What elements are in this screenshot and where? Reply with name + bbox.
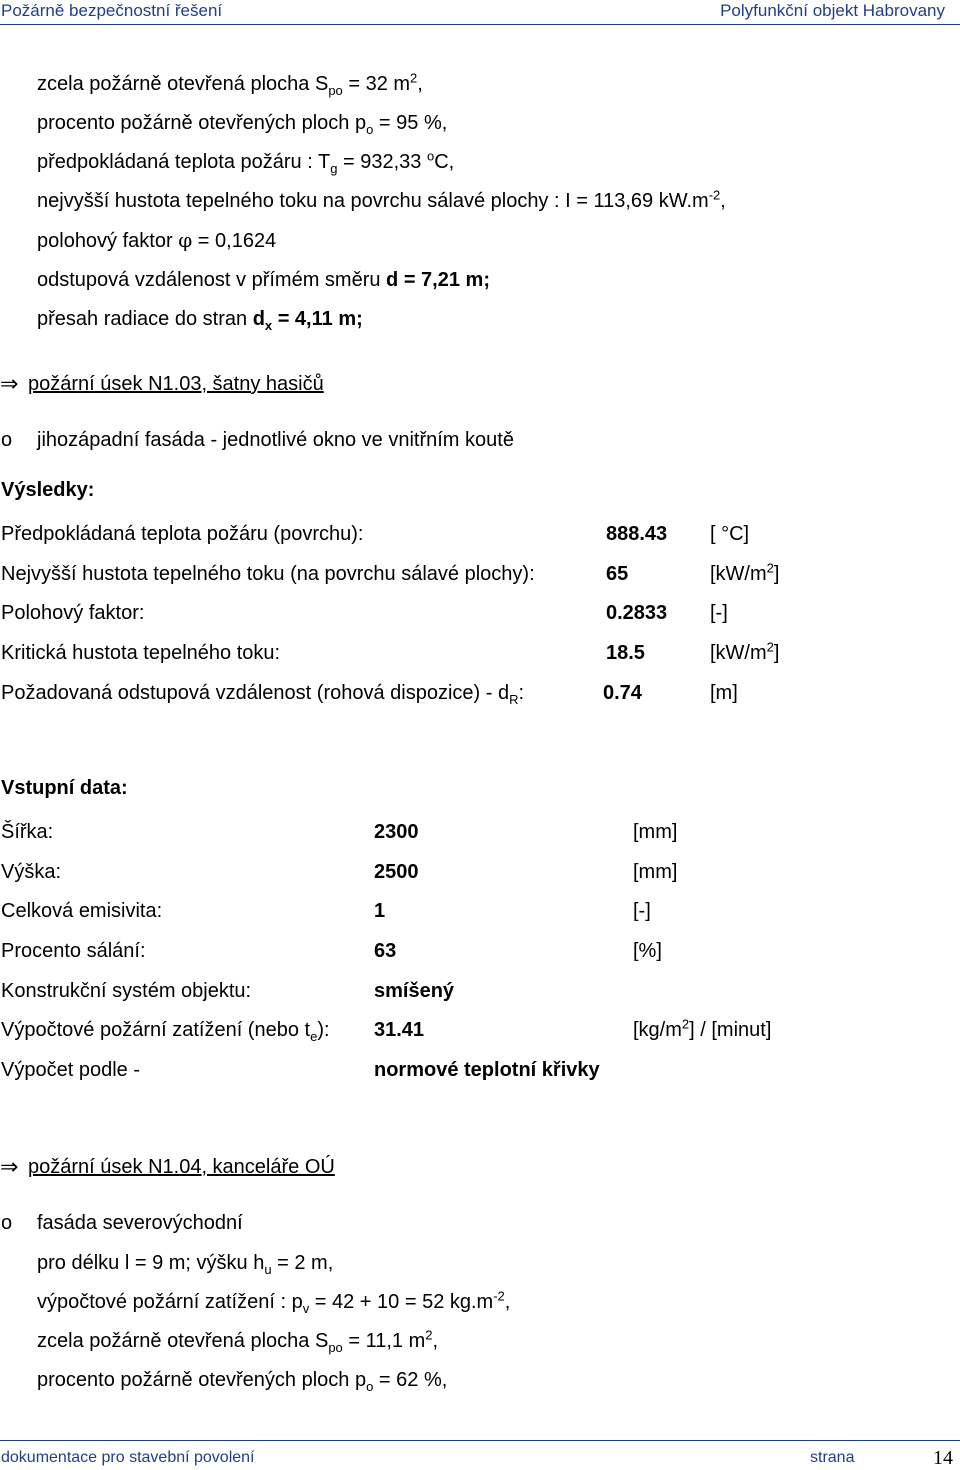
results-title: Výsledky: xyxy=(1,479,95,501)
input-unit: [mm] xyxy=(633,861,678,883)
input-value: 63 xyxy=(374,940,397,962)
input-label: Výpočet podle - xyxy=(1,1059,140,1081)
result-label: Kritická hustota tepelného toku: xyxy=(1,642,281,664)
input-unit: $[kg/m^2]$ / [minut] xyxy=(633,1016,772,1041)
input-value: 31.41 xyxy=(374,1019,425,1041)
input-value: 1 xyxy=(374,900,386,922)
bullet-icon: o xyxy=(1,1212,13,1234)
result-label: Polohový faktor: xyxy=(1,602,145,624)
input-label: Výška: xyxy=(1,861,62,883)
result-value: 65 xyxy=(606,563,629,585)
result-unit: $[kW/m^2]$ xyxy=(710,560,780,585)
open-area-line: zcela požárně otevřená plocha $S_{po} = 11,1$ $m^2$, xyxy=(37,1327,439,1355)
input-value: normové teplotní křivky xyxy=(374,1059,600,1081)
length-height-line: pro délku l = 9 m; výšku $h_u = 2$ m, xyxy=(37,1252,334,1277)
distance-line: odstupová vzdálenost v přímém směru d = 7,21 m; xyxy=(37,269,490,291)
input-label: Výpočtové požární zatížení (nebo $t_e$): xyxy=(1,1019,330,1044)
input-unit: [mm] xyxy=(633,821,678,843)
radiation-overlap-line: přesah radiace do stran $d_x = 4,11$ m; xyxy=(37,308,363,333)
fire-load-line: výpočtové požární zatížení : $p_v = 42 + 10 = 52$ $kg.m^{-2}$, xyxy=(37,1288,511,1316)
fire-temp-line: předpokládaná teplota požáru : $T_g = 932,33$ $^o$C, xyxy=(37,148,455,176)
result-value: 0.74 xyxy=(603,682,642,704)
facade-line: jihozápadní fasáda - jednotlivé okno ve vnitřním koutě xyxy=(37,429,514,451)
footer-rule xyxy=(0,1440,960,1441)
heat-flux-line: nejvyšší hustota tepelného toku na povrchu sálavé plochy : I = 113,69 $kW.m^{-2}$, xyxy=(37,187,726,212)
bullet-icon: o xyxy=(1,429,13,451)
header-right: Polyfunkční objekt Habrovany xyxy=(720,1,945,20)
footer-strana: strana xyxy=(810,1449,855,1466)
page-number: 14 xyxy=(933,1447,953,1469)
open-percent-line: procento požárně otevřených ploch $p_o = 62$ %, xyxy=(37,1369,448,1394)
result-unit: $[kW/m^2]$ xyxy=(710,639,780,664)
input-value: 2300 xyxy=(374,821,419,843)
input-unit: [-] xyxy=(633,900,651,922)
section-heading-n103: požární úsek N1.03, šatny hasičů xyxy=(28,373,324,395)
result-label: Požadovaná odstupová vzdálenost (rohová dispozice) - $d_R$: xyxy=(1,682,525,707)
input-label: Procento sálání: xyxy=(1,940,146,962)
result-label: Nejvyšší hustota tepelného toku (na povrchu sálavé plochy): xyxy=(1,563,535,585)
page-header xyxy=(0,0,960,24)
open-area-line: zcela požárně otevřená plocha $S_{po} = 32$ $m^2$, xyxy=(37,70,423,98)
open-percent-line: procento požárně otevřených ploch $p_o = 95$ %, xyxy=(37,112,448,137)
input-label: Celková emisivita: xyxy=(1,900,163,922)
facade-line: fasáda severovýchodní xyxy=(37,1212,243,1234)
section-heading-n104: požární úsek N1.04, kanceláře OÚ xyxy=(28,1156,335,1178)
result-label: Předpokládaná teplota požáru (povrchu): xyxy=(1,523,364,545)
footer-left: dokumentace pro stavební povolení xyxy=(1,1449,255,1466)
result-value: 888.43 xyxy=(606,523,668,545)
page-footer xyxy=(0,1440,960,1470)
input-title: Vstupní data: xyxy=(1,777,128,799)
arrow-icon: ⇒ xyxy=(0,371,19,396)
input-value: smíšený xyxy=(374,980,455,1002)
header-rule xyxy=(0,24,960,25)
input-unit: [%] xyxy=(633,940,662,962)
input-label: Konstrukční systém objektu: xyxy=(1,980,252,1002)
arrow-icon: ⇒ xyxy=(0,1154,19,1179)
result-unit: [-] xyxy=(710,602,728,624)
result-value: 0.2833 xyxy=(606,602,668,624)
result-unit: [m] xyxy=(710,682,738,704)
result-unit: [ °C] xyxy=(710,523,750,545)
input-label: Šířka: xyxy=(1,821,54,843)
result-value: 18.5 xyxy=(606,642,645,664)
position-factor-line: polohový faktor φ = 0,1624 xyxy=(37,228,277,252)
input-value: 2500 xyxy=(374,861,419,883)
header-left: Požárně bezpečnostní řešení xyxy=(1,1,223,20)
